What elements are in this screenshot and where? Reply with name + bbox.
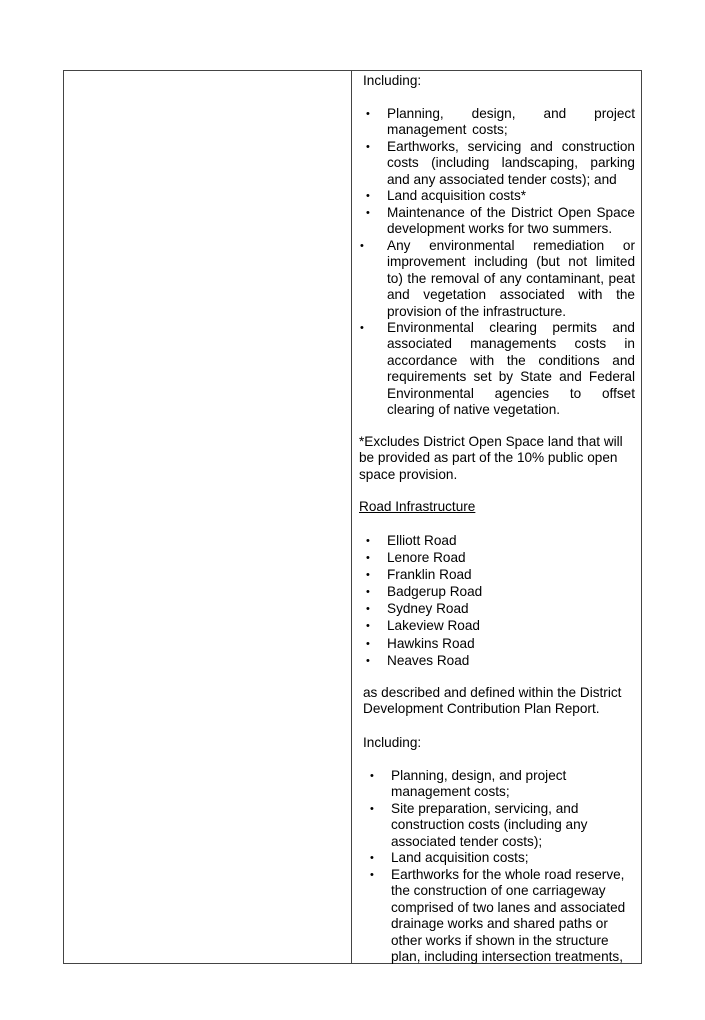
list-item: • Earthworks for the whole road reserve, the construction of one carriageway comprised of two lanes and associated drainage works and shared paths or other works if shown in the structure plan, including intersection treatments,: [370, 867, 626, 965]
list-item: • Planning, design, and project management costs;: [370, 768, 567, 800]
bullet-icon: •: [366, 190, 370, 202]
road-list: [353, 533, 635, 670]
bullet-icon: •: [366, 603, 370, 616]
bullet-icon: •: [366, 108, 370, 120]
section2-bullet-list: [353, 768, 635, 965]
list-item: • Elliott Road: [366, 533, 457, 548]
section1-bullet-list: [353, 106, 635, 418]
bullet-icon: •: [366, 654, 370, 667]
bullet-icon: •: [366, 552, 370, 565]
content-table: [63, 70, 642, 964]
list-item: • Sydney Road: [366, 601, 469, 617]
bullet-icon: •: [366, 141, 370, 153]
bullet-icon: •: [366, 569, 370, 582]
bullet-icon: •: [366, 586, 370, 599]
bullet-icon: •: [370, 803, 374, 815]
section1-footnote: *Excludes District Open Space land that will be provided as part of the 10% public open space provision.: [359, 434, 623, 482]
section2-intro: Including:: [363, 735, 422, 750]
list-item: • Maintenance of the District Open Space development works for two summers.: [366, 205, 635, 237]
table-left-column: [64, 71, 352, 963]
bullet-icon: •: [366, 207, 370, 219]
list-item: • Lakeview Road: [366, 618, 480, 634]
list-item: • Planning, design, and project management costs;: [366, 106, 635, 138]
road-infrastructure-heading: Road Infrastructure: [359, 499, 476, 514]
list-item: • Franklin Road: [366, 567, 472, 583]
list-item: • Hawkins Road: [366, 635, 475, 651]
list-item: • Site preparation, servicing, and construction costs (including any associated tender costs);: [370, 801, 588, 849]
road-description: as described and defined within the District Development Contribution Plan Report.: [363, 685, 622, 717]
list-item: • Environmental clearing permits and associated managements costs in accordance with the conditions and requirements set by State and Federal Environmental agencies to offset clearing of native vegetation.: [360, 320, 635, 418]
list-item: • Neaves Road: [366, 652, 470, 668]
list-item: • Land acquisition costs;: [370, 850, 529, 865]
bullet-icon: •: [370, 770, 374, 782]
bullet-icon: •: [370, 852, 374, 864]
list-item: • Lenore Road: [366, 550, 466, 566]
section1-intro: Including:: [363, 73, 422, 88]
bullet-icon: •: [366, 637, 370, 650]
bullet-icon: •: [360, 240, 364, 252]
bullet-icon: •: [360, 322, 364, 334]
bullet-icon: •: [366, 620, 370, 633]
list-item: • Badgerup Road: [366, 584, 483, 600]
table-right-column: [353, 71, 641, 963]
bullet-icon: •: [366, 535, 370, 547]
list-item: • Earthworks, servicing and construction costs (including landscaping, parking and any associated tender costs); and: [366, 139, 635, 187]
bullet-icon: •: [370, 869, 374, 881]
list-item: • Any environmental remediation or improvement including (but not limited to) the removal of any contaminant, peat and vegetation associated with the provision of the infrastructure.: [360, 238, 635, 319]
list-item: • Land acquisition costs*: [366, 188, 527, 203]
